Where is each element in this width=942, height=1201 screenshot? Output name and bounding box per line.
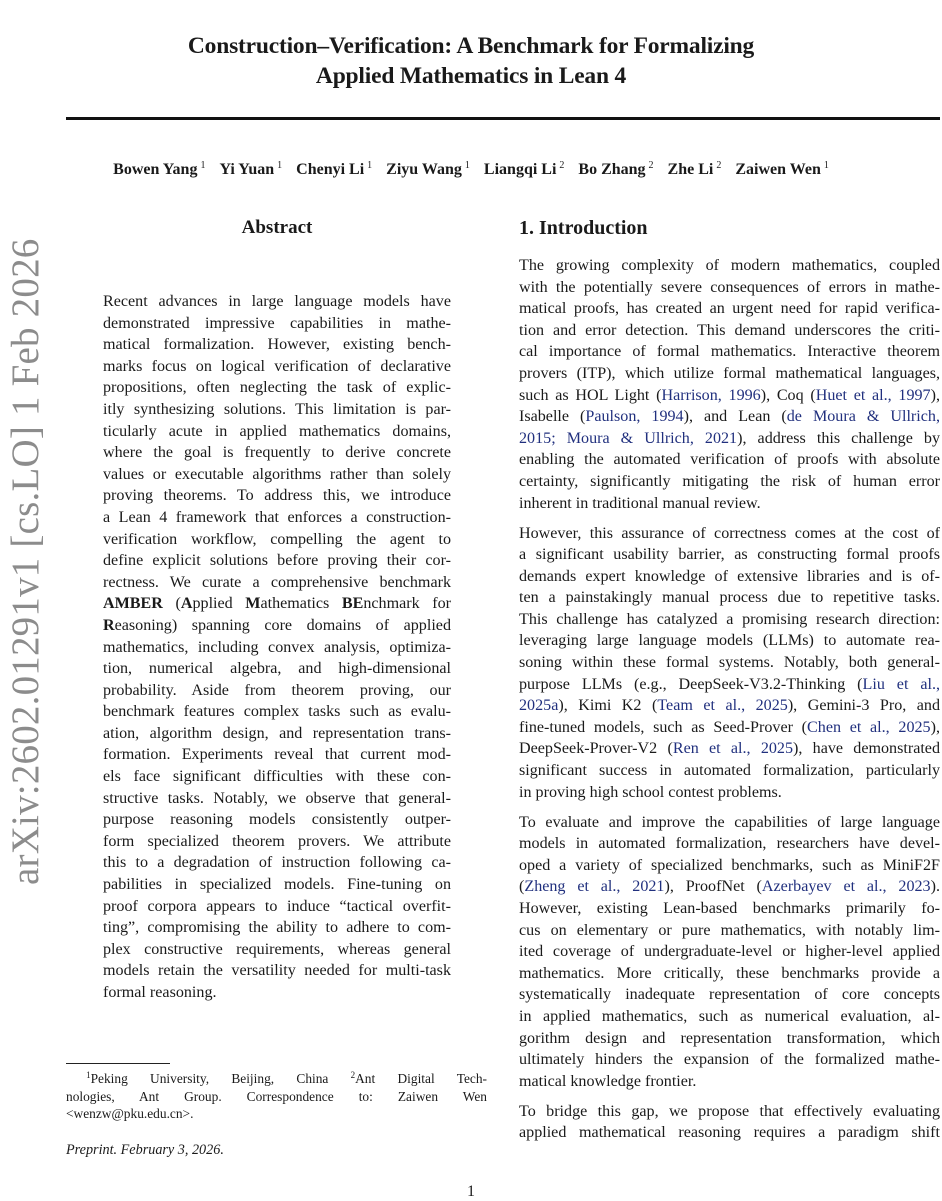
text-run: ). <box>930 878 940 896</box>
author <box>219 161 282 178</box>
abstract-line <box>103 593 451 615</box>
abstract-line: tion, numerical algebra, and high-dimensional <box>103 660 451 678</box>
text-run: ), address this challenge by <box>737 429 940 447</box>
citation-link[interactable]: Ren et al., 2025 <box>672 740 794 758</box>
affiliation-marker: 1 <box>464 160 470 171</box>
text-run: tion and error detection. This demand underscores the criti- <box>519 321 940 339</box>
text-run: ited coverage of undergraduate-level or higher-level applied <box>519 943 940 961</box>
text-run: in proving high school contest problems. <box>519 783 782 801</box>
text-run: nchmark for <box>363 595 452 613</box>
text-run: athematics <box>260 595 342 613</box>
paragraph-line <box>519 833 940 855</box>
text-run: ), ProofNet ( <box>664 878 762 896</box>
paragraph-line <box>519 363 940 385</box>
author <box>578 161 653 178</box>
abstract-line: probability. Aside from theorem proving, our <box>103 681 451 699</box>
acronym-bold: A <box>180 595 193 613</box>
paragraph-line <box>519 277 940 299</box>
text-run: This challenge has catalyzed a promising research direction: <box>519 610 940 628</box>
text-run: matical knowledge frontier. <box>519 1072 697 1090</box>
text-run: leveraging large language models (LLMs) to automate rea- <box>519 632 940 650</box>
affiliation-marker: 1 <box>86 1070 91 1080</box>
text-run: demands expert knowledge of extensive libraries and is of- <box>519 567 940 585</box>
paragraph-line <box>519 941 940 963</box>
text-run: certainty, significantly mitigating the risk of human error <box>519 472 940 490</box>
text-run: To bridge this gap, we propose that effectively evaluating <box>519 1102 940 1120</box>
text-run: with the potentially severe consequences of errors in mathe- <box>519 278 940 296</box>
affiliation-marker: 2 <box>716 160 722 171</box>
title-line: Applied Mathematics in Lean 4 <box>315 63 627 89</box>
paragraph-gap <box>519 1092 940 1100</box>
text-run: ), Coq ( <box>760 386 816 404</box>
abstract-line: values or executable algorithms rather than solely <box>103 465 451 483</box>
paragraph-line <box>519 385 940 407</box>
abstract-line: define explicit solutions before proving their cor- <box>103 552 451 570</box>
footnote-line <box>66 1067 487 1088</box>
text-run: mathematics. More critically, these benchmarks provide a <box>519 964 940 982</box>
text-run: The growing complexity of modern mathematics, coupled <box>519 257 940 274</box>
text-run: in applied mathematics, such as numerical evaluation, al- <box>519 1007 940 1025</box>
paragraph-line <box>519 855 940 877</box>
correspondence-email[interactable]: <wenzw@pku.edu.cn>. <box>66 1106 194 1121</box>
text-run: provers (ITP), which utilize formal mathematical languages, <box>519 364 940 382</box>
text-run: ten a painstakingly manual process due to repetitive tasks. <box>519 589 940 607</box>
abstract-line: structive tasks. Notably, we observe that general- <box>103 789 451 807</box>
abstract-line: verification workflow, compelling the agent to <box>103 530 451 548</box>
paragraph-line <box>519 738 940 760</box>
abstract-line: ticularly acute in applied mathematics domains, <box>103 422 451 440</box>
paragraph-line <box>519 652 940 674</box>
arxiv-stamp: arXiv:2602.01291v1 [cs.LO] 1 Feb 2026 <box>4 238 47 885</box>
abstract-line: itly synthesizing solutions. This limitation is par- <box>103 400 451 418</box>
page-number: 1 <box>467 1183 475 1200</box>
affiliation-marker: 1 <box>200 160 206 171</box>
text-run: However, existing Lean-based benchmarks primarily fo- <box>519 900 940 917</box>
citation-link[interactable]: Team et al., 2025 <box>657 697 788 715</box>
citation-link[interactable]: Azerbayev et al., 2023 <box>761 878 931 896</box>
text-run: applied mathematical reasoning requires a paradigm shift <box>519 1124 940 1142</box>
text-run: ( <box>519 878 525 896</box>
paragraph-line <box>519 1071 940 1093</box>
citation-link[interactable]: Paulson, 1994 <box>585 408 684 426</box>
author <box>296 161 372 178</box>
affiliation-marker: 2 <box>648 160 654 171</box>
text-run: systematically inadequate representation of core concepts <box>519 986 940 1004</box>
paragraph-line <box>519 298 940 320</box>
paragraph-line <box>519 406 940 428</box>
author-name: Chenyi Li <box>296 161 365 178</box>
text-run: ), <box>930 718 940 736</box>
paragraph-line <box>519 812 940 834</box>
abstract-line: proving theorems. To address this, we introduce <box>103 487 451 505</box>
text-run: ), have demonstrated <box>793 740 940 758</box>
paragraph-line <box>519 674 940 696</box>
paragraph-line <box>519 320 940 342</box>
text-run: purpose LLMs (e.g., DeepSeek-V3.2-Thinking ( <box>519 675 863 693</box>
text-run: Isabelle ( <box>519 408 586 426</box>
paragraph-line <box>519 920 940 942</box>
affiliation-marker: 1 <box>277 160 283 171</box>
abstract-line: marks focus on logical verification of declarative <box>103 357 451 375</box>
author-name: Liangqi Li <box>483 161 557 178</box>
abstract-line: mathematics, including convex analysis, optimiza- <box>103 638 451 656</box>
text-run: ), and Lean ( <box>683 408 787 426</box>
text-run: ), Gemini-3 Pro, and <box>787 697 941 715</box>
introduction-body <box>519 255 940 1144</box>
affiliation-marker: 2 <box>350 1070 356 1080</box>
paragraph-line <box>519 587 940 609</box>
title-rule <box>66 117 940 120</box>
citation-link[interactable]: Liu et al., <box>862 675 941 693</box>
paragraph-line <box>519 782 940 804</box>
paragraph-line <box>519 760 940 782</box>
text-run: cal importance of formal mathematics. Interactive theorem <box>519 343 940 361</box>
abstract-line: where the goal is frequently to derive concrete <box>103 444 451 462</box>
text-run: a significant usability barrier, as constructing formal proofs <box>519 546 940 564</box>
citation-link[interactable]: 2015; Moura & Ullrich, 2021 <box>519 429 738 447</box>
text-run: matical proofs, has created an urgent need for rapid verifica- <box>519 300 940 318</box>
text-run: ), <box>930 386 940 404</box>
author-name: Zaiwen Wen <box>735 161 821 178</box>
text-run: significant success in automated formalization, particularly <box>519 762 940 780</box>
paragraph-line <box>519 341 940 363</box>
affiliation-marker: 1 <box>823 160 829 171</box>
citation-link[interactable]: 2025a <box>519 697 559 715</box>
abstract-line: a Lean 4 framework that enforces a construction- <box>103 508 451 526</box>
paragraph-line <box>519 1101 940 1123</box>
affiliation-footnote <box>66 1067 487 1123</box>
paragraph-line <box>519 609 940 631</box>
paragraph-line <box>519 1028 940 1050</box>
abstract-line <box>103 615 451 637</box>
paragraph-line <box>519 493 940 515</box>
abstract-line: formation. Experiments reveal that current mod- <box>103 746 451 764</box>
paragraph-line <box>519 876 940 898</box>
text-run: pplied <box>192 595 246 613</box>
abstract-line: Recent advances in large language models have <box>103 293 451 310</box>
paragraph-line <box>519 1122 940 1144</box>
text-run: To evaluate and improve the capabilities of large language <box>519 813 940 831</box>
text-run: However, this assurance of correctness comes at the cost of <box>519 524 940 542</box>
paragraph-line <box>519 255 940 277</box>
abstract-line: matical formalization. However, existing bench- <box>103 336 451 354</box>
paragraph-line <box>519 449 940 471</box>
author <box>735 161 829 178</box>
paragraph-line <box>519 1049 940 1071</box>
introduction-heading: 1. Introduction <box>519 217 648 239</box>
citation-link[interactable]: Harrison, 1996 <box>661 386 761 404</box>
abstract-line: purpose reasoning models consistently outper- <box>103 811 451 829</box>
abstract-line: propositions, often neglecting the task of explic- <box>103 379 451 397</box>
title-line: Construction–Verification: A Benchmark for Formalizing <box>187 33 755 59</box>
text-run: enabling the automated verification of proofs with absolute <box>519 451 940 469</box>
abstract-line: models retain the versatility needed for multi-task <box>103 962 451 980</box>
paper-title <box>0 31 942 91</box>
text-run: cus on elementary or pure mathematics, with notably lim- <box>519 921 940 939</box>
paragraph-line <box>519 717 940 739</box>
acronym-bold: R <box>103 616 115 634</box>
abstract-line: proof corpora appears to induce “tactical overfit- <box>103 897 451 915</box>
affiliation-1: Peking University, Beijing, China <box>90 1071 351 1086</box>
author-name: Ziyu Wang <box>386 161 462 178</box>
author-name: Bo Zhang <box>578 161 646 178</box>
text-run: ), Kimi K2 ( <box>558 697 658 715</box>
text-run: such as HOL Light ( <box>519 386 662 404</box>
author <box>484 161 564 178</box>
paragraph-line <box>519 523 940 545</box>
abstract-line: ting”, compromising the ability to adhere to com- <box>103 919 451 937</box>
author <box>113 161 205 178</box>
author-name: Bowen Yang <box>113 161 198 178</box>
paragraph-gap <box>519 803 940 811</box>
citation-link[interactable]: Zheng et al., 2021 <box>524 878 665 896</box>
text-run: inherent in traditional manual review. <box>519 494 761 512</box>
paragraph-line <box>519 566 940 588</box>
text-run: models in automated formalization, researchers have devel- <box>519 835 940 853</box>
author-name: Yi Yuan <box>219 161 275 178</box>
text-run: easoning) spanning core domains of applied <box>114 616 451 634</box>
paragraph-gap <box>519 514 940 522</box>
abstract-line: ation, algorithm design, and representation trans- <box>103 724 451 742</box>
author-list <box>0 155 942 181</box>
abstract-body <box>103 291 451 1004</box>
abstract-line: this to a degradation of instruction following ca- <box>103 854 451 872</box>
abstract-line: rectness. We curate a comprehensive benchmark <box>103 573 451 591</box>
author-name: Zhe Li <box>667 161 714 178</box>
paragraph-line <box>519 630 940 652</box>
abstract-line: form specialized theorem provers. We attribute <box>103 832 451 850</box>
affiliation-marker: 2 <box>559 160 565 171</box>
abstract-line: benchmark features complex tasks such as evalu- <box>103 703 451 721</box>
paragraph-line <box>519 695 940 717</box>
affiliation-marker: 1 <box>367 160 373 171</box>
paragraph-line <box>519 963 940 985</box>
abstract-line: formal reasoning. <box>103 984 217 1001</box>
paragraph-line <box>519 471 940 493</box>
text-run: ( <box>162 595 181 613</box>
paragraph-line <box>519 428 940 450</box>
paragraph-line <box>519 898 940 920</box>
footnote-line: nologies, Ant Group. Correspondence to: Zaiwen Wen <box>66 1088 487 1104</box>
citation-link[interactable]: Huet et al., 1997 <box>815 386 931 404</box>
acronym-bold: BE <box>341 595 364 613</box>
acronym-bold: AMBER <box>103 595 163 613</box>
author <box>668 161 722 178</box>
abstract-line: els face significant difficulties with these con- <box>103 768 451 786</box>
text-run: ultimately hinders the expansion of the formalized mathe- <box>519 1051 940 1069</box>
text-run: oped a variety of specialized benchmarks, such as MiniF2F <box>519 856 940 874</box>
footnote-rule <box>66 1063 170 1064</box>
acronym-bold: M <box>245 595 261 613</box>
abstract-heading: Abstract <box>241 217 313 238</box>
affiliation-2: Ant Digital Tech- <box>355 1071 487 1086</box>
text-run: fine-tuned models, such as Seed-Prover ( <box>519 718 808 736</box>
paragraph-line <box>519 544 940 566</box>
abstract-line: demonstrated impressive capabilities in mathe- <box>103 314 451 332</box>
paragraph-line <box>519 1006 940 1028</box>
citation-link[interactable]: de Moura & Ullrich, <box>786 408 940 426</box>
preprint-notice: Preprint. February 3, 2026. <box>66 1142 224 1158</box>
abstract-line: pabilities in specialized models. Fine-tuning on <box>103 876 451 894</box>
abstract-line: plex constructive requirements, whereas general <box>103 940 451 958</box>
paragraph-line <box>519 984 940 1006</box>
text-run: soning within these formal systems. Notably, both general- <box>519 654 940 672</box>
text-run: gorithm design and representation transformation, which <box>519 1029 940 1047</box>
citation-link[interactable]: Chen et al., 2025 <box>807 718 931 736</box>
text-run: DeepSeek-Prover-V2 ( <box>519 740 673 758</box>
author <box>386 161 470 178</box>
